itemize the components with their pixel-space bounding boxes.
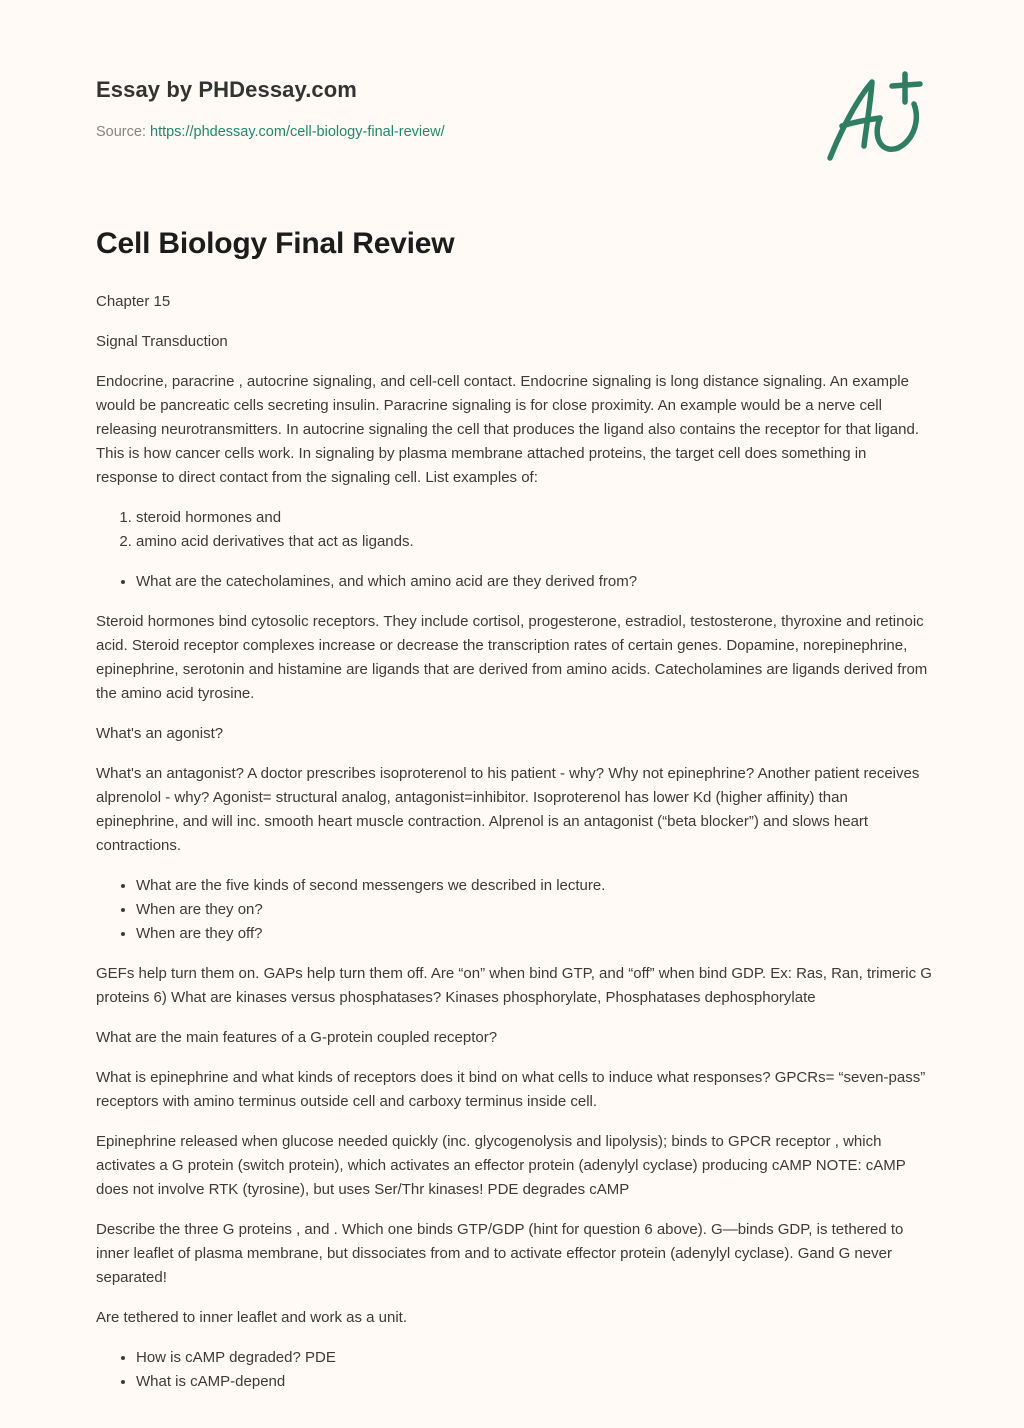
list-item: • When are they off? [136,922,932,946]
paragraph: Endocrine, paracrine , autocrine signaling, and cell-cell contact. Endocrine signaling is long distance signaling. An example would be pancreatic cells secreting insulin. Paracrine signaling is for close proximity. An example would be a nerve cell releasing neurotransmitters. In autocrine signaling the cell that produces the ligand also contains the receptor for that ligand. This is how cancer cells work. In signaling by plasma membrane attached proteins, the target cell does something in response to direct contact from the signaling cell. List examples of: [96,373,919,486]
bullet-list [96,570,932,594]
list-item: • How is cAMP degraded? PDE [136,1346,932,1370]
source-link[interactable]: https://phdessay.com/cell-biology-final-review/ [150,124,445,140]
paragraph: Epinephrine released when glucose needed quickly (inc. glycogenolysis and lipolysis); binds to GPCR receptor , which activates a G protein (switch protein), which activates an effector protein (adenylyl cyclase) producing cAMP NOTE: cAMP does not involve RTK (tyrosine), but uses Ser/Thr kinases! PDE degrades cAMP [96,1133,906,1198]
source-label: Source: [96,124,150,140]
paragraph: Are tethered to inner leaflet and work as a unit. [96,1309,408,1326]
paragraph: Describe the three G proteins , and . Which one binds GTP/GDP (hint for question 6 above). G—binds GDP, is tethered to inner leaflet of plasma membrane, but dissociates from and to activate effector protein (adenylyl cyclase). Gand G never separated! [96,1221,904,1286]
bullet-list [96,1346,932,1394]
paragraph: What's an antagonist? A doctor prescribes isoproterenol to his patient - why? Why not epinephrine? Another patient receives alprenolol - why? Agonist= structural analog, antagonist=inhibitor. Isoproterenol has lower Kd (higher affinity) than epinephrine, and will inc. smooth heart muscle contraction. Alprenol is an antagonist (“beta blocker”) and slows heart contractions. [96,765,920,854]
paragraph: What are the main features of a G-protein coupled receptor? [96,1029,498,1046]
page-title: Cell Biology Final Review [96,227,455,260]
paragraph: What is epinephrine and what kinds of receptors does it bind on what cells to induce what responses? GPCRs= “seven-pass” receptors with amino terminus outside cell and carboxy terminus inside cell. [96,1069,926,1110]
list-item: • When are they on? [136,898,932,922]
paragraph-chapter: Chapter 15 [96,293,171,310]
list-item: 1. steroid hormones and [136,506,932,530]
a-plus-grade-icon [820,68,930,168]
paragraph: GEFs help turn them on. GAPs help turn them off. Are “on” when bind GTP, and “off” when bind GDP. Ex: Ras, Ran, trimeric G proteins 6) What are kinases versus phosphatases? Kinases phosphorylate, Phosphatases dephosphorylate [96,965,932,1006]
numbered-list [96,506,932,554]
bullet-list [96,874,932,946]
source-line [96,122,796,142]
list-item: 2. amino acid derivatives that act as ligands. [136,530,932,554]
paragraph: Steroid hormones bind cytosolic receptors. They include cortisol, progesterone, estradiol, testosterone, thyroxine and retinoic acid. Steroid receptor complexes increase or decrease the transcription rates of certain genes. Dopamine, norepinephrine, epinephrine, serotonin and histamine are ligands that are derived from amino acids. Catecholamines are ligands derived from the amino acid tyrosine. [96,613,928,702]
list-item: • What are the five kinds of second messengers we described in lecture. [136,874,932,898]
paragraph-topic: Signal Transduction [96,333,228,350]
list-item: • What are the catecholamines, and which amino acid are they derived from? [136,570,932,594]
article [96,224,932,1410]
site-title: Essay by PHDessay.com [96,77,357,102]
paragraph: What's an agonist? [96,725,224,742]
site-header [96,76,796,142]
list-item: • What is cAMP-depend [136,1370,932,1394]
